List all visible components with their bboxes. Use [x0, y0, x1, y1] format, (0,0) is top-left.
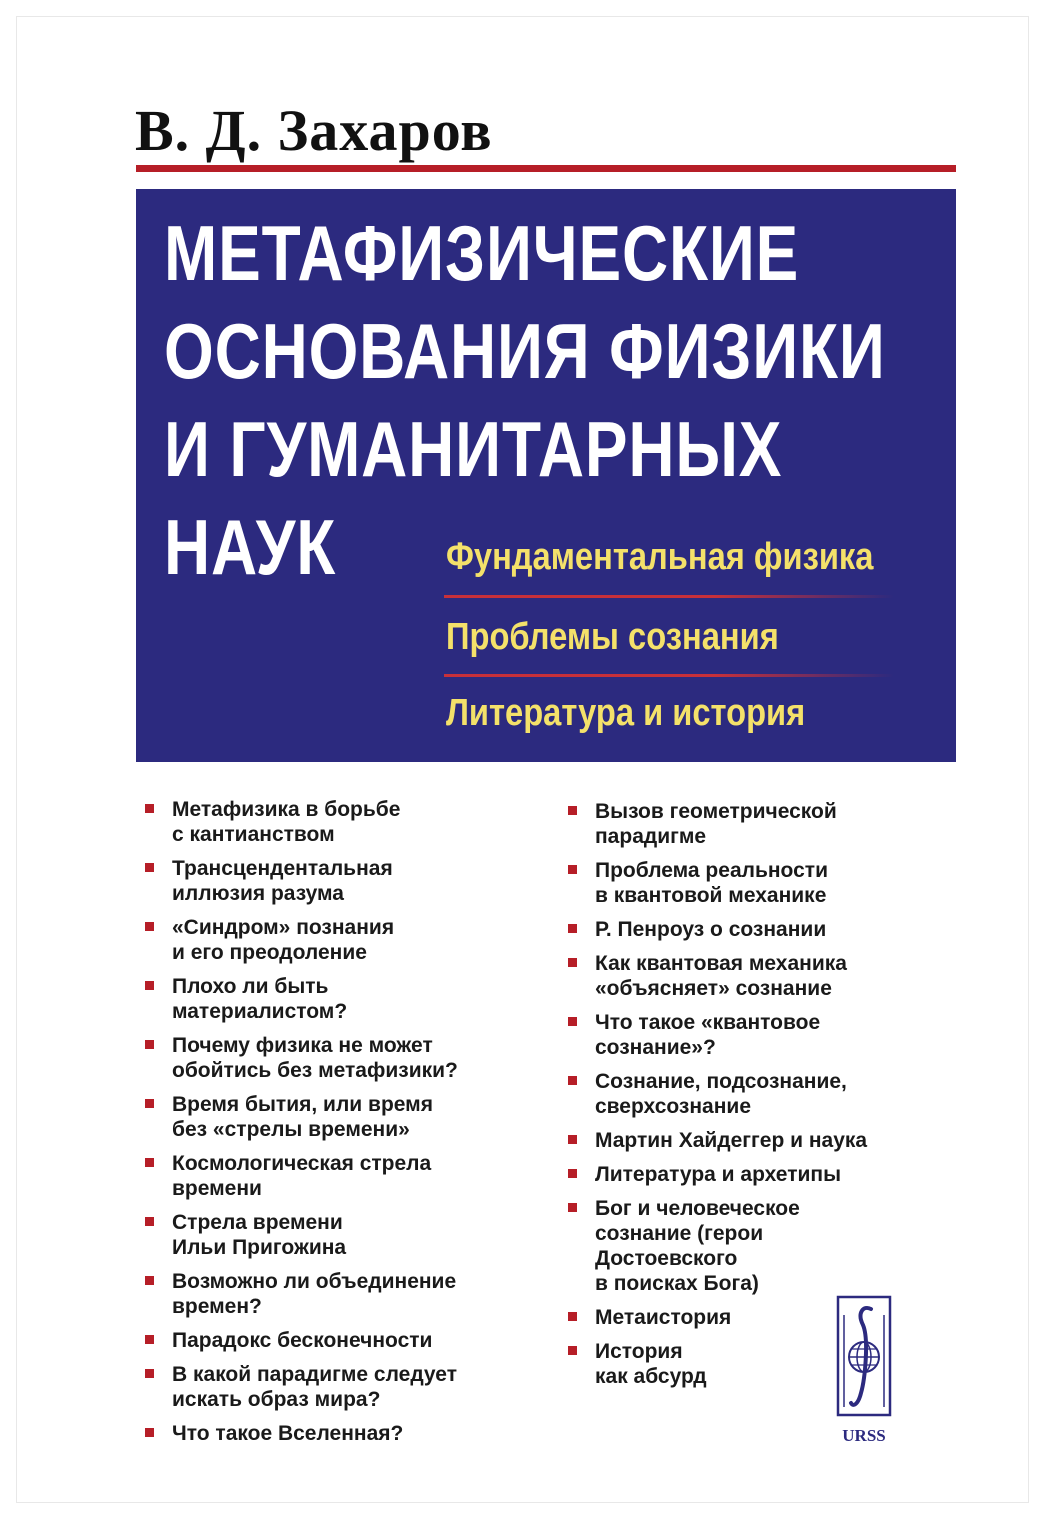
urss-logo [835, 1295, 893, 1449]
bullet-icon [145, 1158, 154, 1167]
list-item: Возможно ли объединение времен? [145, 1269, 458, 1319]
bullet-icon [568, 1312, 577, 1321]
bullet-icon [568, 865, 577, 874]
list-item: Почему физика не может обойтись без метафизики? [145, 1033, 458, 1083]
bullet-icon [145, 804, 154, 813]
bullet-icon [145, 1099, 154, 1108]
list-item: Р. Пенроуз о сознании [568, 917, 867, 942]
book-cover [17, 17, 1028, 1502]
list-item: Мартин Хайдеггер и наука [568, 1128, 867, 1153]
title-line-1: МЕТАФИЗИЧЕСКИЕ [164, 209, 800, 297]
bullet-icon [568, 1076, 577, 1085]
bullet-icon [145, 1217, 154, 1226]
list-item: Литература и архетипы [568, 1162, 867, 1187]
list-item: Проблема реальности в квантовой механике [568, 858, 867, 908]
list-item: Как квантовая механика «объясняет» сознание [568, 951, 867, 1001]
author-name: В. Д. Захаров [135, 98, 493, 163]
list-item: Метаистория [568, 1305, 867, 1330]
list-item: Бог и человеческое сознание (герои Достоевского в поисках Бога) [568, 1196, 867, 1296]
bullet-icon [568, 1135, 577, 1144]
list-item: Плохо ли быть материалистом? [145, 974, 458, 1024]
publisher-label: URSS [842, 1426, 886, 1445]
title-line-4: НАУК [164, 503, 337, 591]
subtitle-fundamental-physics: Фундаментальная физика [446, 536, 874, 578]
list-item: Парадокс бесконечности [145, 1328, 458, 1353]
subtitle-divider [444, 674, 894, 677]
bullet-icon [568, 958, 577, 967]
bullet-icon [568, 1346, 577, 1355]
title-line-2: ОСНОВАНИЯ ФИЗИКИ [164, 307, 886, 395]
subtitle-consciousness: Проблемы сознания [446, 616, 779, 658]
bullet-icon [568, 1017, 577, 1026]
list-item: Сознание, подсознание, сверхсознание [568, 1069, 867, 1119]
bullet-icon [568, 1203, 577, 1212]
bullet-icon [568, 1169, 577, 1178]
subtitle-divider [444, 595, 894, 598]
list-item: Метафизика в борьбе с кантианством [145, 797, 458, 847]
list-item: Время бытия, или время без «стрелы времени» [145, 1092, 458, 1142]
list-item: Космологическая стрела времени [145, 1151, 458, 1201]
bullet-icon [568, 806, 577, 815]
bullet-icon [145, 1369, 154, 1378]
list-item: Вызов геометрической парадигме [568, 799, 867, 849]
subtitle-literature-history: Литература и история [446, 692, 806, 734]
list-item: Трансцендентальная иллюзия разума [145, 856, 458, 906]
bullet-icon [145, 1428, 154, 1437]
list-item: История как абсурд [568, 1339, 867, 1389]
author-divider [136, 165, 956, 172]
list-item: Стрела времени Ильи Пригожина [145, 1210, 458, 1260]
bullet-icon [145, 1040, 154, 1049]
bullet-icon [145, 922, 154, 931]
topics-list-left [145, 797, 458, 1446]
list-item: Что такое Вселенная? [145, 1421, 458, 1446]
title-line-3: И ГУМАНИТАРНЫХ [164, 405, 783, 493]
bullet-icon [145, 1335, 154, 1344]
title-panel [136, 189, 956, 762]
list-item: Что такое «квантовое сознание»? [568, 1010, 867, 1060]
list-item: В какой парадигме следует искать образ мира? [145, 1362, 458, 1412]
bullet-icon [145, 1276, 154, 1285]
bullet-icon [568, 924, 577, 933]
list-item: «Синдром» познания и его преодоление [145, 915, 458, 965]
topics-list-right [568, 799, 867, 1389]
bullet-icon [145, 981, 154, 990]
bullet-icon [145, 863, 154, 872]
